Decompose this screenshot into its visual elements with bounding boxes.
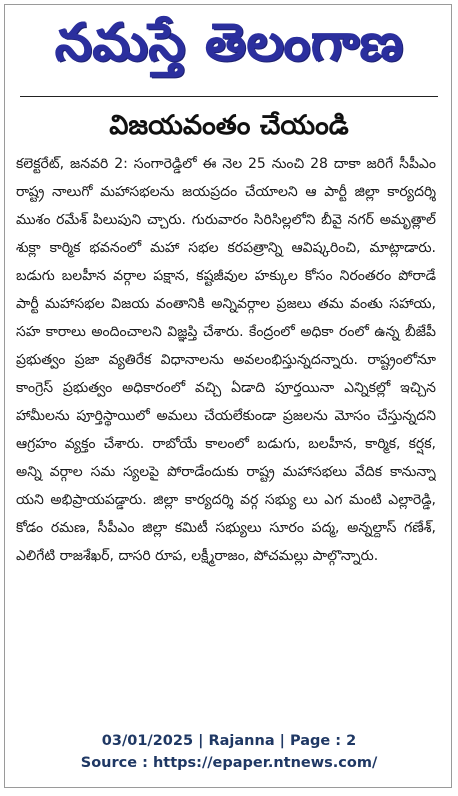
article-text: కలెక్టరేట్, జనవరి 2: సంగారెడ్డిలో ఈ నెల 25 నుంచి 28 దాకా జరిగే సీపీఎం రాష్ట్ర నాలుగో మహాసభలను జయప్రదం చేయాలని ఆ పార్టీ జిల్లా కార్యదర్శి ముశం రమేశ్ పిలుపుని చ్చారు. గురువారం సిరిసిల్లలోని బీవై నగర్ అమృత్లాల్ శుక్లా కార్మిక భవనంలో మహా సభల కరపత్రాన్ని ఆవిష్కరించి, మాట్లాడారు. బడుగు బలహీన వర్గాల పక్షాన, కష్టజీవుల హక్కుల కోసం నిరంతరం పోరాడే పార్టీ మహాసభల విజయ వంతానికి అన్నివర్గాల ప్రజలు తమ వంతు సహాయ, సహ కారాలు అందించాలని విజ్ఞప్తి చేశారు. కేంద్రంలో అధికా రంలో ఉన్న బీజేపీ ప్రభుత్వం ప్రజా వ్యతిరేక విధానాలను అవలంభిస్తున్నదన్నారు. రాష్ట్రంలోనూ కాంగ్రెస్ ప్రభుత్వం అధికారంలో వచ్చి ఏడాది పూర్తయినా ఎన్నికల్లో ఇచ్చిన హామీలను పూర్తిస్థాయిలో అమలు చేయలేకుండా ప్రజలను మోసం చేస్తున్నదని ఆగ్రహం వ్యక్తం చేశారు. రాబోయే కాలంలో బడుగు, బలహీన, కార్మిక, కర్షక, అన్ని వర్గాల సమ స్యలపై పోరాడేందుకు రాష్ట్ర మహాసభలు వేదిక కానున్నా యని అభిప్రాయపడ్డారు. జిల్లా కార్యదర్శి వర్గ సభ్యు లు ఎగ మంటి ఎల్లారెడ్డి, కోడం రమణ, సీపీఎం జిల్లా కమిటీ సభ్యులు సూరం పద్మ, అన్నల్దాస్ గణేశ్, ఎలిగేటి రాజశేఖర్, దాసరి రూప, లక్ష్మీరాజం, పోచమల్లు పాల్గొన్నారు. [16,156,436,564]
article-headline: విజయవంతం చేయండి [109,110,349,141]
source-url[interactable]: Source : https://epaper.ntnews.com/ [80,755,378,771]
article-body [16,150,436,710]
clipping-footer [0,730,458,774]
header-divider [20,96,438,97]
date-edition-page: 03/01/2025 | Rajanna | Page : 2 [101,733,357,749]
newspaper-masthead: నమస్తే తెలంగాణ [55,12,405,73]
